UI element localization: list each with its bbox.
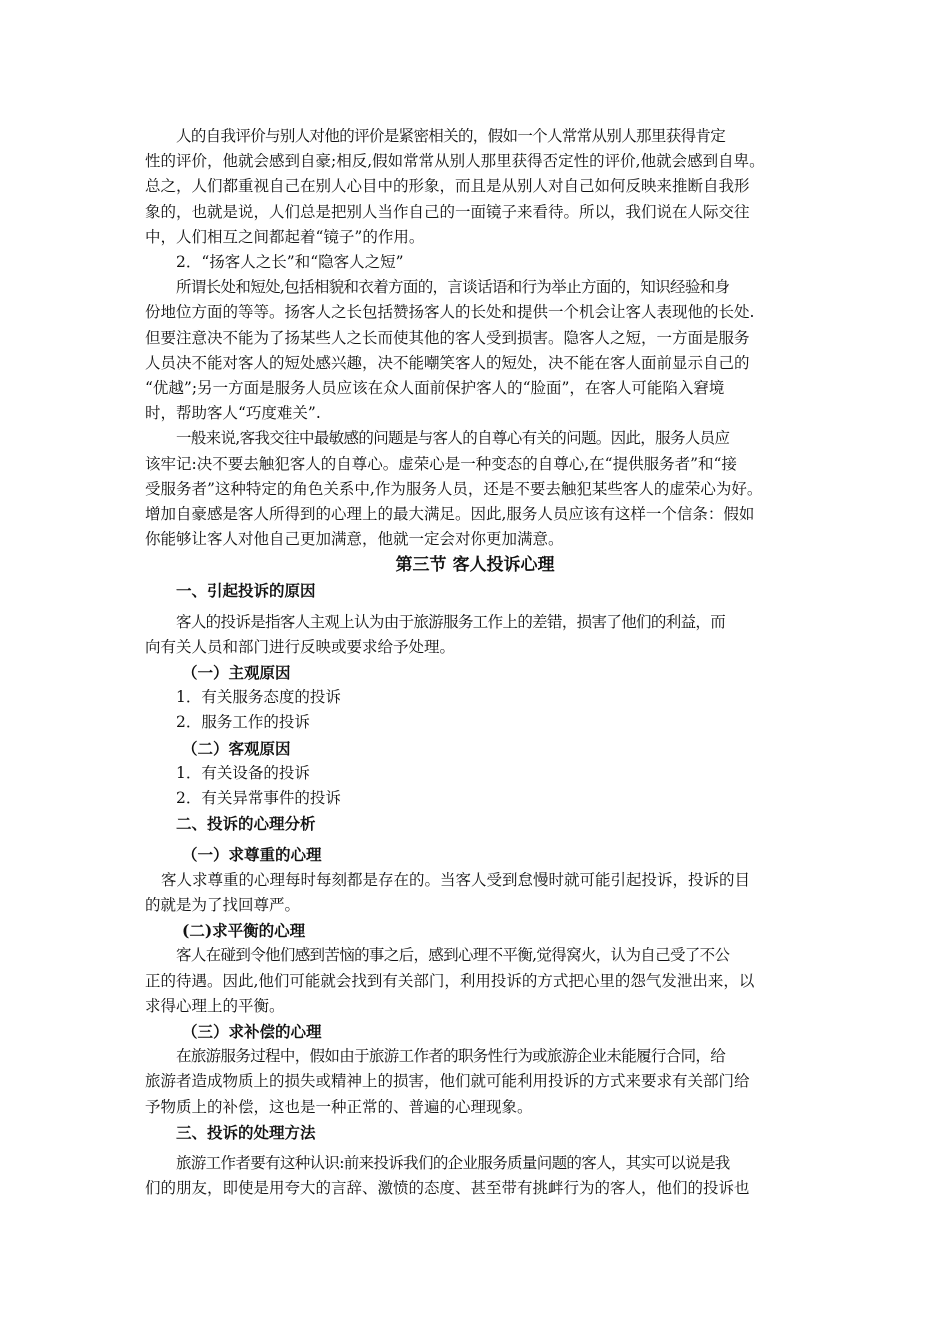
subheading-praise-strengths: 2．“扬客人之长”和“隐客人之短” xyxy=(176,253,404,272)
paragraph-self-esteem xyxy=(145,426,805,552)
text-line: 但要注意决不能为了扬某些人之长而使其他的客人受到损害。隐客人之短，一方面是服务 xyxy=(145,328,750,347)
text-line: 正的待遇。因此,他们可能就会找到有关部门，利用投诉的方式把心里的怨气发泄出来，以 xyxy=(145,971,755,990)
text-line: 客人求尊重的心理每时每刻都是存在的。当客人受到怠慢时就可能引起投诉，投诉的目 xyxy=(161,870,751,889)
heading-compensation: （三）求补偿的心理 xyxy=(182,1021,322,1041)
paragraph-strengths-weaknesses xyxy=(145,275,805,426)
text-line: 增加自豪感是客人所得到的心理上的最大满足。因此,服务人员应该有这样一个信条：假如 xyxy=(145,505,755,524)
text-line: 一般来说,客我交往中最敏感的问题是与客人的自尊心有关的问题。因此，服务人员应 xyxy=(176,429,730,448)
text-line: 在旅游服务过程中，假如由于旅游工作者的职务性行为或旅游企业未能履行合同，给 xyxy=(176,1047,726,1066)
list-item: 1．有关服务态度的投诉 xyxy=(176,688,341,707)
text-line: 的就是为了找回尊严。 xyxy=(145,895,301,914)
list-item: 2．服务工作的投诉 xyxy=(176,713,310,732)
heading-causes: 一、引起投诉的原因 xyxy=(176,581,316,601)
text-line: 们的朋友，即使是用夸大的言辞、激愤的态度、甚至带有挑衅行为的客人，他们的投诉也 xyxy=(145,1179,750,1198)
text-line: 你能够让客人对他自己更加满意，他就一定会对你更加满意。 xyxy=(145,530,564,549)
text-line: 该牢记:决不要去触犯客人的自尊心。虚荣心是一种变态的自尊心,在“提供服务者”和“接 xyxy=(145,454,737,473)
heading-objective-causes: （二）客观原因 xyxy=(182,738,291,758)
text-line: 受服务者”这种特定的角色关系中,作为服务人员，还是不要去触犯某些客人的虚荣心为好。 xyxy=(145,479,763,498)
paragraph-compensation xyxy=(145,1044,805,1120)
paragraph-handling xyxy=(145,1151,805,1201)
list-item: 1．有关设备的投诉 xyxy=(176,763,310,782)
text-line: 旅游者造成物质上的损失或精神上的损害，他们就可能利用投诉的方式来要求有关部门给 xyxy=(145,1072,750,1091)
text-line: 份地位方面的等等。扬客人之长包括赞扬客人的长处和提供一个机会让客人表现他的长处. xyxy=(145,303,755,322)
paragraph-self-evaluation xyxy=(145,124,805,250)
section-title: 第三节 客人投诉心理 xyxy=(395,555,555,576)
text-line: 向有关人员和部门进行反映或要求给予处理。 xyxy=(145,637,456,656)
text-line: 人员决不能对客人的短处感兴趣，决不能嘲笑客人的短处，决不能在客人面前显示自己的 xyxy=(145,353,750,372)
text-line: 所谓长处和短处,包括相貌和衣着方面的，言谈话语和行为举止方面的，知识经验和身 xyxy=(176,278,730,297)
text-line: 予物质上的补偿，这也是一种正常的、普遍的心理现象。 xyxy=(145,1097,533,1116)
text-line: 象的，也就是说，人们总是把别人当作自己的一面镜子来看待。所以，我们说在人际交往 xyxy=(145,202,750,221)
heading-balance: (二)求平衡的心理 xyxy=(182,921,306,941)
heading-respect: （一）求尊重的心理 xyxy=(182,845,322,865)
heading-handling-methods: 三、投诉的处理方法 xyxy=(176,1122,316,1142)
text-line: 人的自我评价与别人对他的评价是紧密相关的，假如一个人常常从别人那里获得肯定 xyxy=(176,127,726,145)
heading-subjective-causes: （一）主观原因 xyxy=(182,663,291,683)
text-line: 时，帮助客人“巧度难关”. xyxy=(145,404,321,423)
text-line: 客人在碰到令他们感到苦恼的事之后，感到心理不平衡,觉得窝火，认为自己受了不公 xyxy=(176,946,730,965)
heading-psychological-analysis: 二、投诉的心理分析 xyxy=(176,814,316,834)
text-line: 求得心理上的平衡。 xyxy=(145,996,285,1015)
document-body xyxy=(145,124,805,1201)
text-line: 客人的投诉是指客人主观上认为由于旅游服务工作上的差错，损害了他们的利益，而 xyxy=(176,612,726,631)
paragraph-complaint-definition xyxy=(145,610,805,660)
text-line: 性的评价，他就会感到自豪;相反,假如常常从别人那里获得否定性的评价,他就会感到自卑。 xyxy=(145,152,765,171)
paragraph-respect xyxy=(145,868,805,918)
paragraph-balance xyxy=(145,943,805,1019)
text-line: “优越”;另一方面是服务人员应该在众人面前保护客人的“脸面”，在客人可能陷入窘境 xyxy=(145,379,725,398)
text-line: 总之，人们都重视自己在别人心目中的形象，而且是从别人对自己如何反映来推断自我形 xyxy=(145,177,750,196)
text-line: 旅游工作者要有这种认识:前来投诉我们的企业服务质量问题的客人，其实可以说是我 xyxy=(176,1153,730,1172)
text-line: 中，人们相互之间都起着“镜子”的作用。 xyxy=(145,227,425,246)
list-item: 2．有关异常事件的投诉 xyxy=(176,789,341,808)
